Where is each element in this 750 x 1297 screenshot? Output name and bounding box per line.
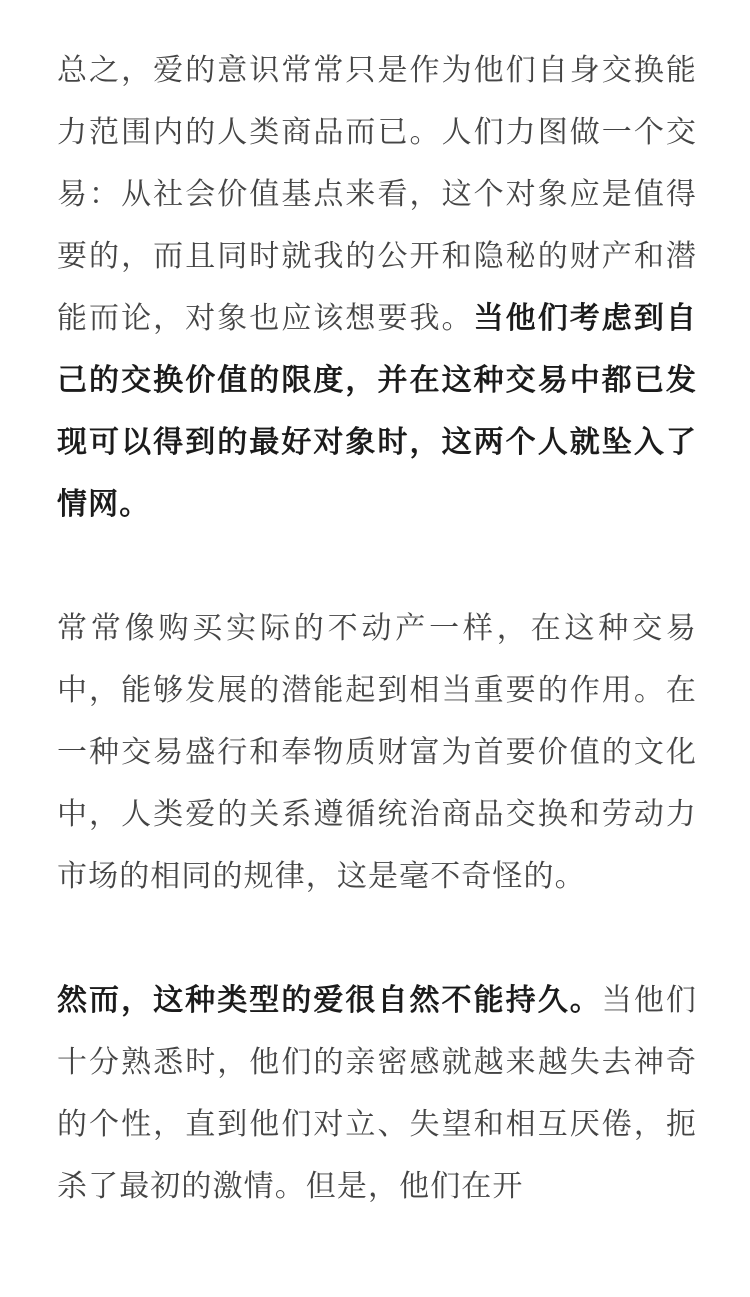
paragraph-3 (57, 970, 697, 1218)
paragraph-3-emphasis: 然而，这种类型的爱很自然不能持久。 (57, 983, 602, 1018)
paragraph-2 (57, 598, 697, 908)
paragraph-1 (57, 40, 697, 536)
article-body (57, 40, 697, 1218)
paragraph-1-text: 总之，爱的意识常常只是作为他们自身交换能力范围内的人类商品而已。人们力图做一个交易：从社会价值基点来看，这个对象应是值得要的，而且同时就我的公开和隐秘的财产和潜能而论，对象也应该想要我。 (57, 53, 697, 336)
paragraph-2-text: 常常像购买实际的不动产一样，在这种交易中，能够发展的潜能起到相当重要的作用。在一种交易盛行和奉物质财富为首要价值的文化中，人类爱的关系遵循统治商品交换和劳动力市场的相同的规律，这是毫不奇怪的。 (57, 611, 697, 894)
paragraph-1-emphasis: 当他们考虑到自己的交换价值的限度，并在这种交易中都已发现可以得到的最好对象时，这两个人就坠入了情网。 (57, 301, 697, 522)
paragraph-3-text: 当他们十分熟悉时，他们的亲密感就越来越失去神奇的个性，直到他们对立、失望和相互厌倦，扼杀了最初的激情。但是，他们在开 (57, 983, 697, 1204)
